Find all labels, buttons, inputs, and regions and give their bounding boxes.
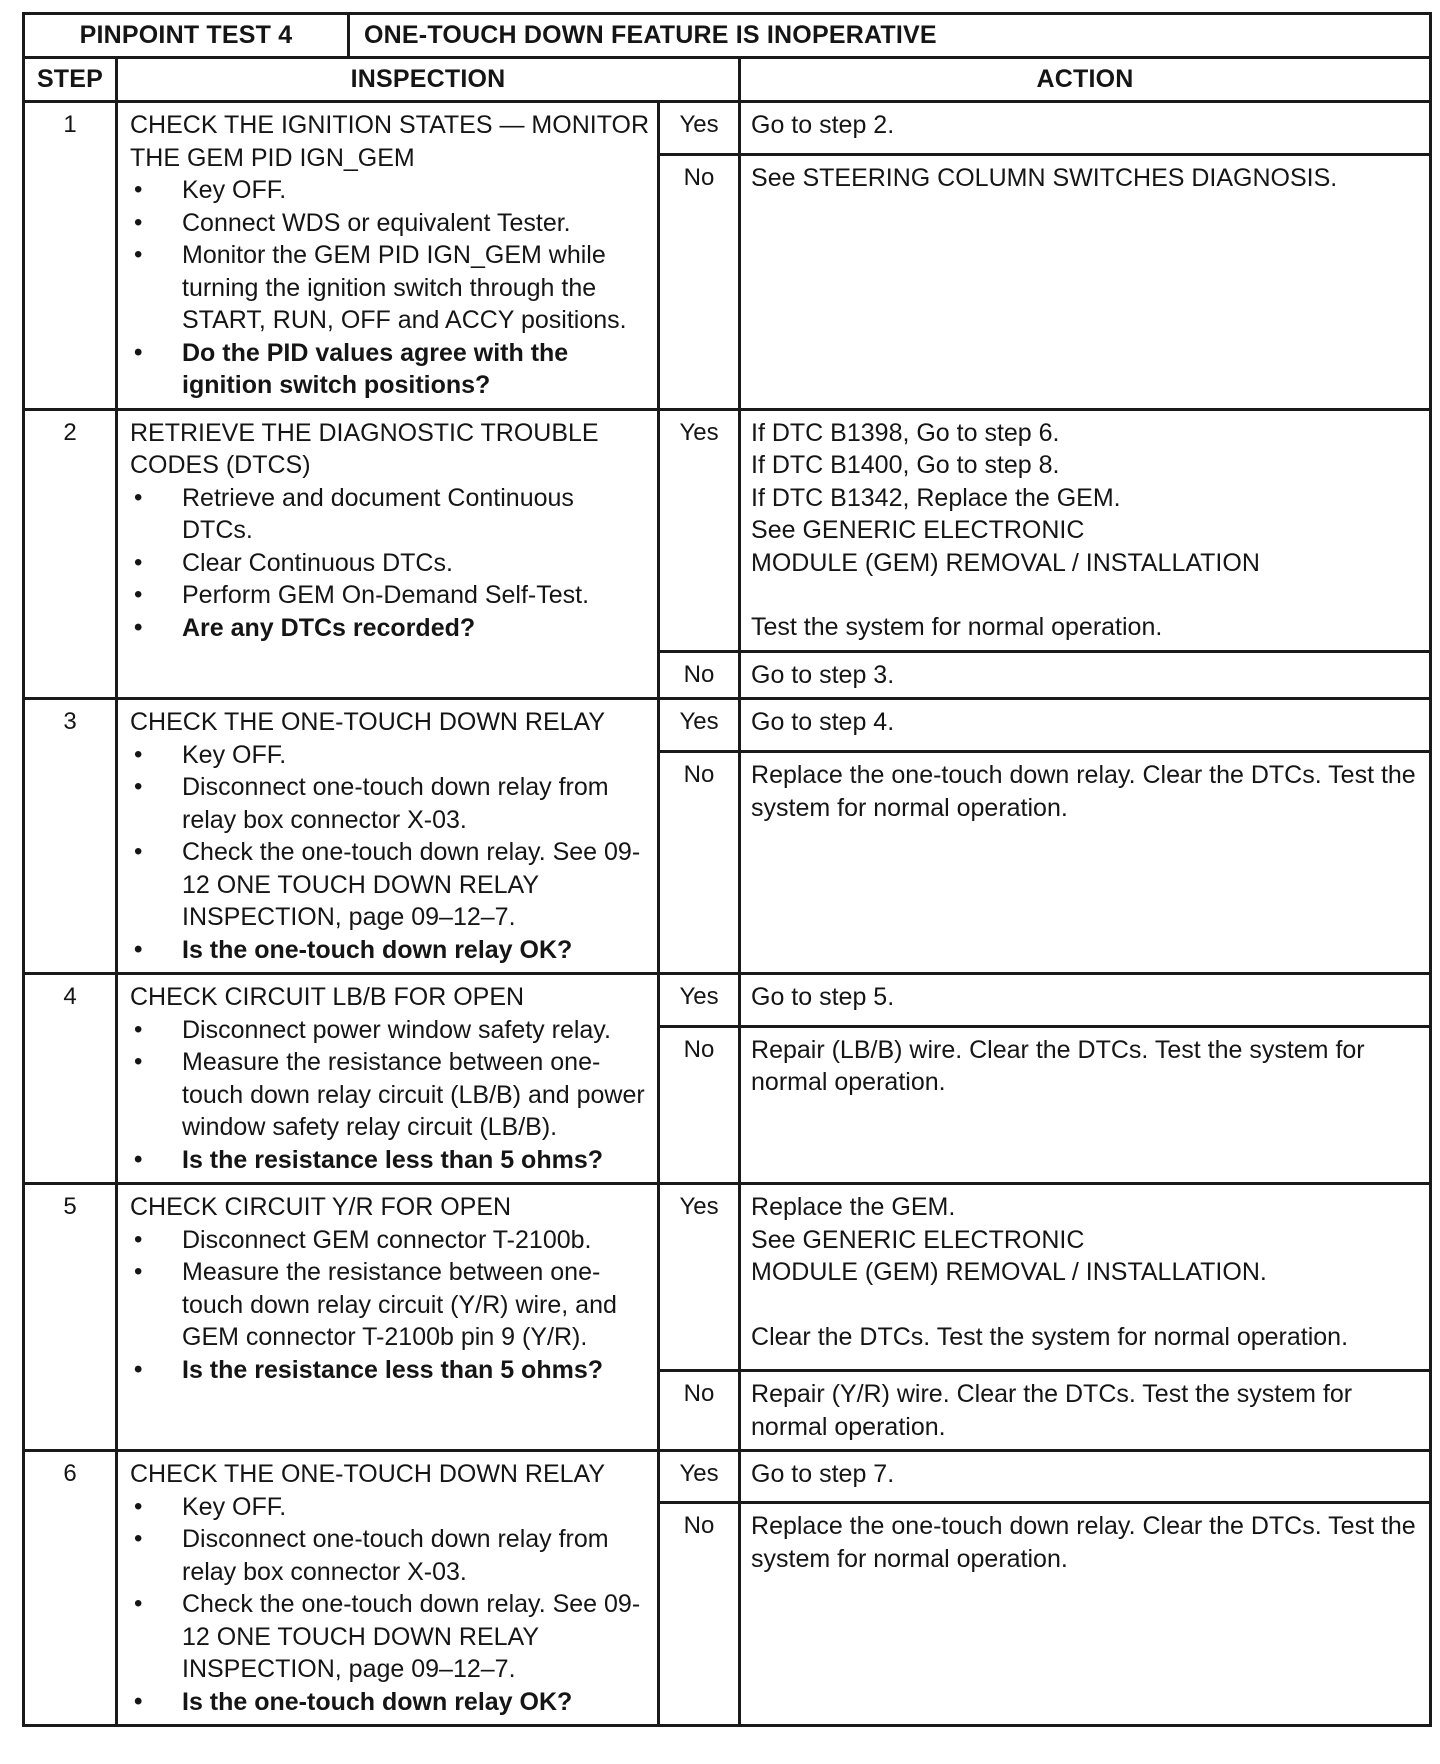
- step-row: [24, 699, 1431, 752]
- yes-label: Yes: [659, 974, 740, 1027]
- action-text: Replace the GEM.: [751, 1193, 956, 1221]
- step-row: [24, 409, 1431, 651]
- yes-label: Yes: [659, 1184, 740, 1371]
- inspection-title: CHECK CIRCUIT Y/R FOR OPEN: [130, 1193, 512, 1221]
- action-text: If DTC B1398, Go to step 6.: [751, 418, 1060, 447]
- no-action: [740, 1371, 1431, 1451]
- step-table-body: [24, 102, 1431, 1726]
- inspection-bullet: • Measure the resistance between one-touch down relay circuit (LB/B) and power window safety relay circuit (LB/B).: [130, 1046, 649, 1144]
- action-text: Test the system for normal operation.: [751, 613, 1163, 641]
- action-text: Go to step 3.: [751, 660, 895, 689]
- no-label: No: [659, 752, 740, 974]
- action-text: Go to step 4.: [751, 708, 895, 736]
- inspection-question: • Is the resistance less than 5 ohms?: [130, 1354, 649, 1387]
- yes-action: [740, 409, 1431, 651]
- no-action: [740, 651, 1431, 699]
- inspection-title: CHECK CIRCUIT LB/B FOR OPEN: [130, 983, 525, 1011]
- inspection-cell: [117, 1184, 659, 1451]
- step-row: [24, 102, 1431, 155]
- test-title-row: [24, 14, 1431, 58]
- yes-action: [740, 1184, 1431, 1371]
- step-number: 2: [24, 409, 117, 699]
- inspection-title: CHECK THE IGNITION STATES — MONITOR THE GEM PID IGN_GEM: [130, 111, 650, 172]
- column-header-action: ACTION: [740, 58, 1431, 102]
- step-number: 6: [24, 1451, 117, 1726]
- action-text: MODULE (GEM) REMOVAL / INSTALLATION.: [751, 1258, 1267, 1286]
- inspection-title: CHECK THE ONE-TOUCH DOWN RELAY: [130, 1460, 606, 1488]
- yes-label: Yes: [659, 409, 740, 651]
- pinpoint-test-table: [22, 12, 1432, 1727]
- inspection-title: CHECK THE ONE-TOUCH DOWN RELAY: [130, 708, 606, 736]
- step-number: 4: [24, 974, 117, 1184]
- inspection-bullet: • Connect WDS or equivalent Tester.: [130, 207, 649, 240]
- inspection-cell: [117, 409, 659, 699]
- yes-action: [740, 1451, 1431, 1503]
- action-text: Clear the DTCs. Test the system for normal operation.: [751, 1322, 1349, 1351]
- yes-label: Yes: [659, 1451, 740, 1503]
- step-number: 5: [24, 1184, 117, 1451]
- inspection-question: • Are any DTCs recorded?: [130, 612, 649, 645]
- action-text: If DTC B1342, Replace the GEM.: [751, 483, 1121, 512]
- action-text: Go to step 7.: [751, 1460, 895, 1488]
- yes-action: [740, 974, 1431, 1027]
- step-row: [24, 1451, 1431, 1503]
- inspection-bullet: • Check the one-touch down relay. See 09-12 ONE TOUCH DOWN RELAY INSPECTION, page 09–12–7.: [130, 1588, 649, 1686]
- no-label: No: [659, 1026, 740, 1183]
- inspection-bullet: • Clear Continuous DTCs.: [130, 547, 649, 580]
- inspection-bullet: • Key OFF.: [130, 174, 649, 207]
- action-text: MODULE (GEM) REMOVAL / INSTALLATION: [751, 548, 1260, 577]
- action-text: Repair (LB/B) wire. Clear the DTCs. Test the system for normal operation.: [751, 1035, 1365, 1097]
- yes-label: Yes: [659, 102, 740, 155]
- inspection-cell: [117, 699, 659, 974]
- test-label: PINPOINT TEST 4: [24, 14, 349, 58]
- no-action: [740, 1503, 1431, 1726]
- column-header-inspection: INSPECTION: [117, 58, 740, 102]
- inspection-bullet: • Check the one-touch down relay. See 09-12 ONE TOUCH DOWN RELAY INSPECTION, page 09–12–7.: [130, 836, 649, 934]
- inspection-bullet: • Disconnect power window safety relay.: [130, 1014, 649, 1047]
- step-row: [24, 974, 1431, 1027]
- step-number: 3: [24, 699, 117, 974]
- inspection-question: • Is the resistance less than 5 ohms?: [130, 1144, 649, 1177]
- inspection-list: [130, 1224, 649, 1387]
- inspection-bullet: • Disconnect GEM connector T-2100b.: [130, 1224, 649, 1257]
- inspection-cell: [117, 1451, 659, 1726]
- yes-action: [740, 699, 1431, 752]
- action-text: See GENERIC ELECTRONIC: [751, 1225, 1085, 1254]
- no-label: No: [659, 651, 740, 699]
- inspection-cell: [117, 102, 659, 410]
- action-text: See GENERIC ELECTRONIC: [751, 516, 1085, 544]
- inspection-bullet: • Retrieve and document Continuous DTCs.: [130, 482, 649, 547]
- inspection-bullet: • Perform GEM On-Demand Self-Test.: [130, 579, 649, 612]
- inspection-bullet: • Key OFF.: [130, 739, 649, 772]
- pinpoint-test-sheet: [22, 12, 1429, 1727]
- column-header-step: STEP: [24, 58, 117, 102]
- inspection-list: [130, 1014, 649, 1177]
- yes-action: [740, 102, 1431, 155]
- yes-label: Yes: [659, 699, 740, 752]
- inspection-list: [130, 1491, 649, 1719]
- action-text: Go to step 5.: [751, 983, 895, 1011]
- no-action: [740, 1026, 1431, 1183]
- column-header-row: [24, 58, 1431, 102]
- inspection-question: • Is the one-touch down relay OK?: [130, 934, 649, 967]
- action-text: Repair (Y/R) wire. Clear the DTCs. Test the system for normal operation.: [751, 1380, 1353, 1441]
- action-text: Replace the one-touch down relay. Clear the DTCs. Test the system for normal operation.: [751, 761, 1416, 822]
- action-text: Go to step 2.: [751, 111, 895, 139]
- inspection-bullet: • Disconnect one-touch down relay from relay box connector X-03.: [130, 1523, 649, 1588]
- inspection-list: [130, 174, 649, 402]
- inspection-question: • Do the PID values agree with the ignition switch positions?: [130, 337, 649, 402]
- inspection-bullet: • Measure the resistance between one-touch down relay circuit (Y/R) wire, and GEM connector T-2100b pin 9 (Y/R).: [130, 1256, 649, 1354]
- inspection-bullet: • Key OFF.: [130, 1491, 649, 1524]
- inspection-cell: [117, 974, 659, 1184]
- no-label: No: [659, 1371, 740, 1451]
- step-row: [24, 1184, 1431, 1371]
- step-number: 1: [24, 102, 117, 410]
- inspection-bullet: • Monitor the GEM PID IGN_GEM while turning the ignition switch through the START, RUN, OFF and ACCY positions.: [130, 239, 649, 337]
- no-label: No: [659, 1503, 740, 1726]
- no-label: No: [659, 155, 740, 409]
- inspection-question: • Is the one-touch down relay OK?: [130, 1686, 649, 1719]
- no-action: [740, 155, 1431, 409]
- action-text: See STEERING COLUMN SWITCHES DIAGNOSIS.: [751, 164, 1338, 193]
- action-text: Replace the one-touch down relay. Clear the DTCs. Test the system for normal operation.: [751, 1512, 1416, 1573]
- no-action: [740, 752, 1431, 974]
- test-title: ONE-TOUCH DOWN FEATURE IS INOPERATIVE: [349, 14, 1431, 58]
- action-text: If DTC B1400, Go to step 8.: [751, 451, 1060, 479]
- inspection-bullet: • Disconnect one-touch down relay from relay box connector X-03.: [130, 771, 649, 836]
- inspection-list: [130, 482, 649, 645]
- inspection-title: RETRIEVE THE DIAGNOSTIC TROUBLE CODES (DTCS): [130, 418, 599, 479]
- inspection-list: [130, 739, 649, 967]
